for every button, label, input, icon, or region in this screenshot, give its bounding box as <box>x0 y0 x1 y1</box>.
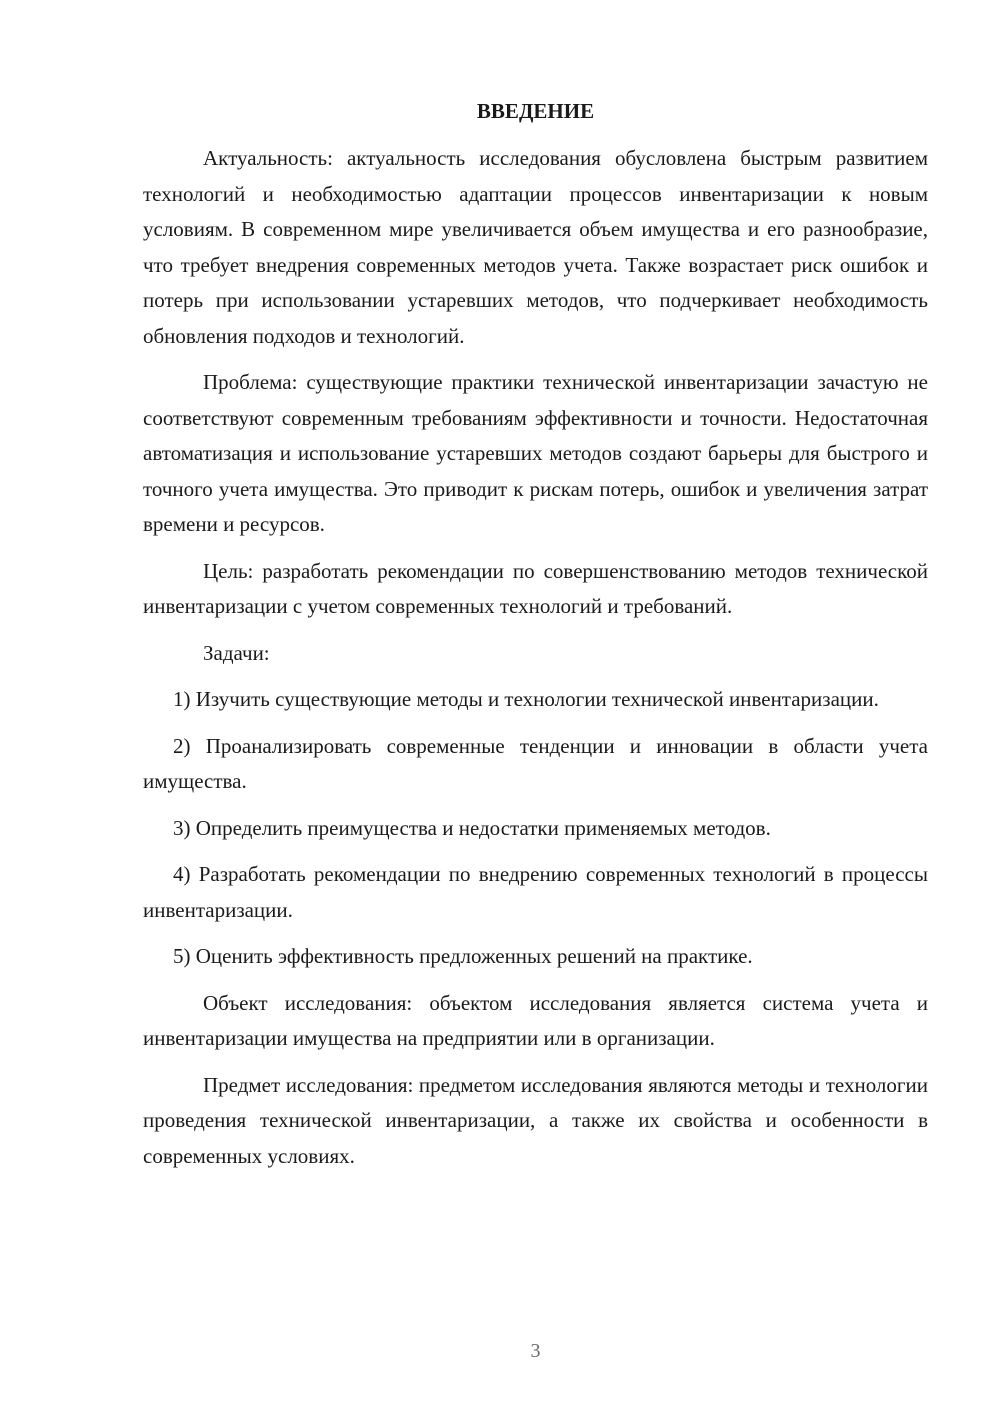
task-item-3: 3) Определить преимущества и недостатки применяемых методов. <box>173 815 771 840</box>
paragraph-problem: Проблема: существующие практики технической инвентаризации зачастую не соответствуют современным требованиям эффективности и точности. Недостаточная автоматизация и использование устаревших методов создают барьеры для быстрого и точного учета имущества. Это приводит к рискам потерь, ошибок и увеличения затрат времени и ресурсов. <box>143 370 928 536</box>
paragraph-goal: Цель: разработать рекомендации по совершенствованию методов технической инвентаризации с учетом современных технологий и требований. <box>143 558 928 618</box>
task-item-4: 4) Разработать рекомендации по внедрению современных технологий в процессы инвентаризации. <box>143 862 928 922</box>
page-number: 3 <box>530 1340 541 1362</box>
task-item-2: 2) Проанализировать современные тенденции и инновации в области учета имущества. <box>143 733 928 793</box>
paragraph-tasks-heading: Задачи: <box>203 640 270 665</box>
paragraph-subject: Предмет исследования: предметом исследования являются методы и технологии проведения технической инвентаризации, а также их свойства и особенности в современных условиях. <box>143 1072 928 1168</box>
task-item-5: 5) Оценить эффективность предложенных решений на практике. <box>173 944 753 968</box>
page-title: ВВЕДЕНИЕ <box>476 99 595 123</box>
task-item-1: 1) Изучить существующие методы и технологии технической инвентаризации. <box>173 687 879 711</box>
paragraph-object: Объект исследования: объектом исследования является система учета и инвентаризации имущества на предприятии или в организации. <box>143 990 928 1050</box>
document-body <box>143 141 928 1185</box>
paragraph-relevance: Актуальность: актуальность исследования обусловлена быстрым развитием технологий и необходимостью адаптации процессов инвентаризации к новым условиям. В современном мире увеличивается объем имущества и его разнообразие, что требует внедрения современных методов учета. Также возрастает риск ошибок и потерь при использовании устаревших методов, что подчеркивает необходимость обновления подходов и технологий. <box>143 146 928 348</box>
document-page <box>143 0 928 1414</box>
